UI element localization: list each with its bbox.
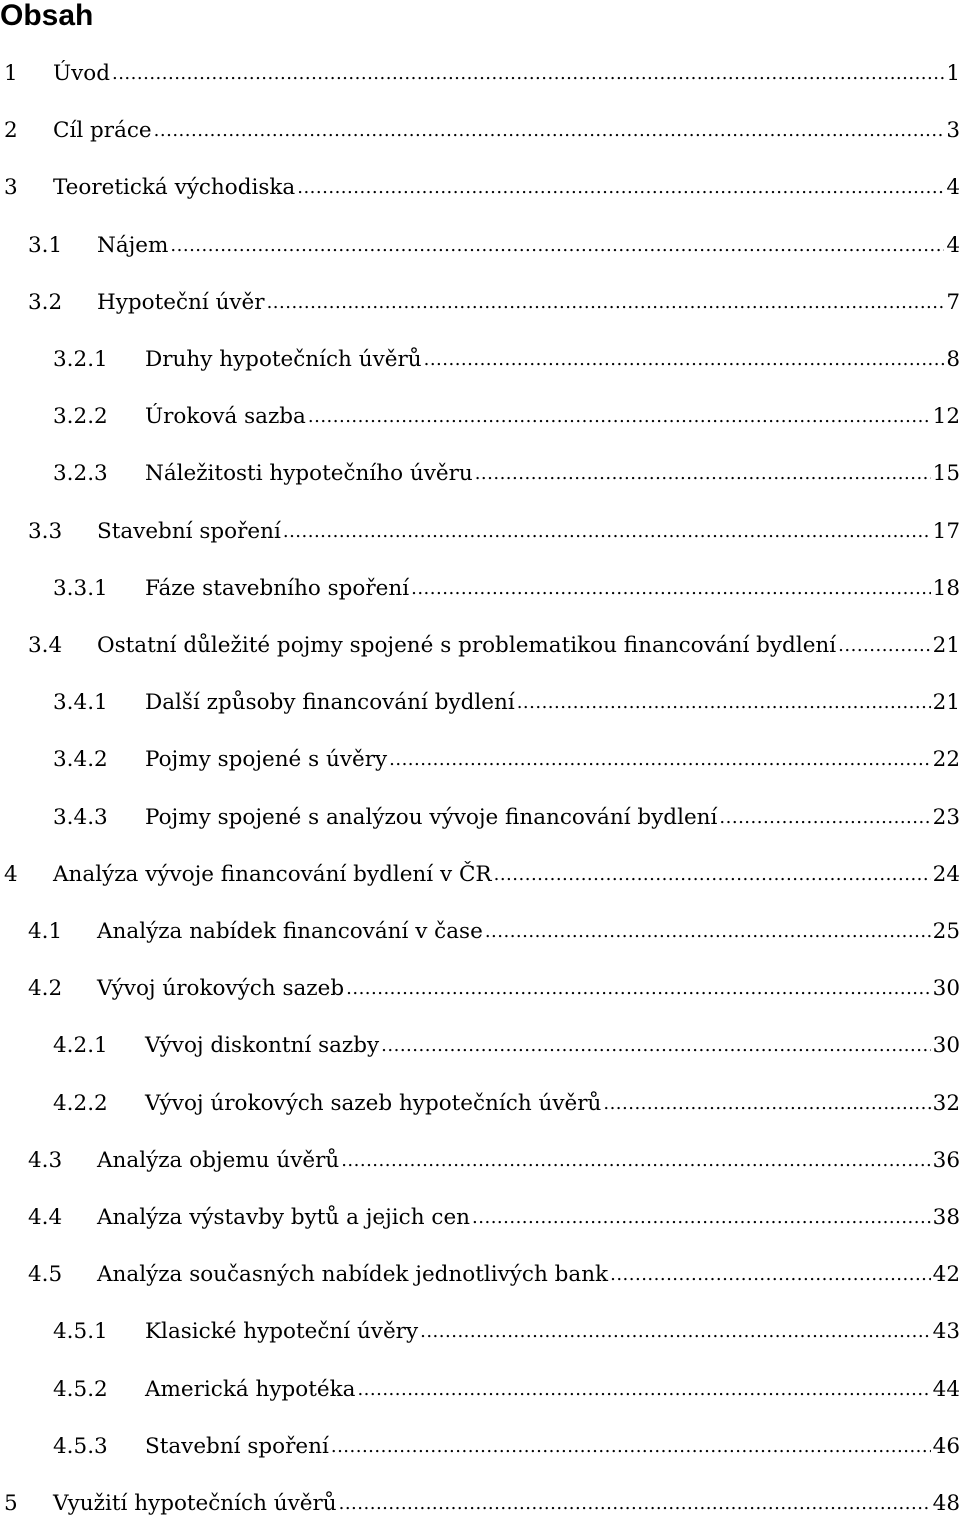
toc-entry-page: 44	[932, 1376, 960, 1402]
toc-dot-leader	[472, 1204, 931, 1232]
toc-entry[interactable]	[28, 628, 960, 660]
toc-entry-page: 46	[932, 1433, 960, 1459]
toc-entry-page: 30	[932, 1033, 960, 1059]
toc-entry-page: 30	[932, 976, 960, 1002]
toc-dot-leader	[603, 1090, 930, 1118]
toc-entry[interactable]	[53, 399, 960, 431]
toc-entry-title: Analýza výstavby bytů a jejich cen	[97, 1205, 471, 1230]
toc-entry-title: Klasické hypoteční úvěry	[145, 1319, 419, 1345]
toc-entry-title: Stavební spoření	[97, 518, 281, 544]
toc-entry[interactable]	[4, 170, 960, 202]
toc-dot-leader	[283, 518, 931, 546]
toc-entry-number: 3.2.3	[53, 461, 108, 487]
toc-entry-page: 24	[932, 861, 960, 887]
toc-entry[interactable]	[28, 971, 960, 1003]
toc-entry-title: Hypoteční úvěr	[97, 289, 265, 315]
toc-entry-number: 3	[4, 175, 18, 201]
toc-entry-page: 36	[932, 1147, 960, 1173]
toc-entry[interactable]	[28, 228, 960, 260]
toc-entry-number: 4.5	[28, 1262, 63, 1288]
toc-entry[interactable]	[53, 1028, 960, 1060]
toc-entry[interactable]	[53, 571, 960, 603]
toc-entry-title: Nájem	[97, 232, 169, 258]
toc-entry-title: Fáze stavebního spoření	[145, 575, 410, 601]
toc-entry-page: 4	[946, 232, 960, 258]
toc-entry-number: 4	[4, 861, 18, 887]
toc-dot-leader	[389, 746, 931, 774]
toc-entry-number: 4.2.2	[53, 1090, 108, 1116]
toc-entry-number: 4.5.2	[53, 1376, 108, 1402]
toc-dot-leader	[341, 1147, 930, 1175]
toc-entry-title: Druhy hypotečních úvěrů	[145, 347, 422, 372]
toc-entry-number: 1	[4, 61, 18, 86]
toc-entry-number: 3.2.2	[53, 404, 108, 430]
toc-entry-number: 5	[4, 1491, 18, 1516]
toc-entry-page: 4	[946, 175, 960, 201]
toc-entry-page: 17	[932, 518, 960, 544]
toc-entry-title: Ostatní důležité pojmy spojené s problematikou financování bydlení	[97, 633, 837, 658]
toc-dot-leader	[297, 174, 944, 202]
toc-entry[interactable]	[53, 1086, 960, 1118]
toc-entry[interactable]	[4, 56, 960, 88]
toc-dot-leader	[420, 1318, 931, 1346]
toc-entry[interactable]	[53, 800, 960, 832]
toc-entry-title: Teoretická východiska	[53, 175, 296, 201]
toc-entry-number: 3.4.2	[53, 747, 108, 773]
toc-entry[interactable]	[53, 456, 960, 488]
toc-entry-number: 4.4	[28, 1205, 63, 1230]
toc-entry[interactable]	[28, 514, 960, 546]
toc-entry[interactable]	[4, 857, 960, 889]
toc-dot-leader	[357, 1376, 930, 1404]
toc-entry-page: 1	[946, 61, 960, 86]
toc-entry-number: 3.4.3	[53, 804, 108, 830]
toc-entry-number: 3.3.1	[53, 575, 108, 601]
toc-entry-title: Úroková sazba	[145, 404, 306, 430]
toc-entry-number: 4.3	[28, 1147, 63, 1173]
toc-dot-leader	[112, 60, 944, 88]
toc-dot-leader	[424, 346, 945, 374]
toc-entry-page: 7	[946, 289, 960, 315]
toc-entry[interactable]	[28, 1200, 960, 1232]
toc-entry-title: Americká hypotéka	[145, 1376, 356, 1402]
toc-entry-page: 21	[932, 633, 960, 658]
toc-dot-leader	[170, 232, 944, 260]
toc-entry-page: 8	[946, 347, 960, 372]
toc-entry-page: 12	[932, 404, 960, 430]
toc-entry-number: 2	[4, 118, 18, 144]
toc-entry-page: 3	[946, 118, 960, 144]
toc-entry-page: 48	[932, 1491, 960, 1516]
toc-entry-page: 22	[932, 747, 960, 773]
toc-entry-page: 43	[932, 1319, 960, 1345]
toc-dot-leader	[411, 575, 931, 603]
toc-entry-number: 4.2	[28, 976, 63, 1002]
toc-entry[interactable]	[4, 1486, 960, 1518]
toc-entry-title: Úvod	[53, 61, 110, 86]
toc-dot-leader	[838, 632, 930, 660]
toc-dot-leader	[719, 804, 930, 832]
toc-entry-title: Analýza nabídek financování v čase	[97, 919, 483, 944]
toc-entry-number: 4.1	[28, 919, 63, 944]
toc-entry[interactable]	[28, 914, 960, 946]
toc-entry-title: Stavební spoření	[145, 1433, 329, 1459]
toc-entry-title: Analýza vývoje financování bydlení v ČR	[53, 861, 492, 887]
toc-entry-number: 3.3	[28, 518, 63, 544]
toc-entry-number: 4.2.1	[53, 1033, 108, 1059]
toc-entry-title: Analýza objemu úvěrů	[97, 1147, 340, 1173]
toc-dot-leader	[485, 918, 931, 946]
toc-entry-number: 3.4.1	[53, 690, 108, 716]
toc-entry[interactable]	[53, 742, 960, 774]
toc-dot-leader	[339, 1490, 931, 1518]
toc-entry-number: 4.5.1	[53, 1319, 108, 1345]
toc-entry[interactable]	[4, 113, 960, 145]
toc-entry[interactable]	[28, 1143, 960, 1175]
toc-entry-page: 15	[932, 461, 960, 487]
toc-dot-leader	[308, 403, 931, 431]
toc-entry[interactable]	[53, 342, 960, 374]
toc-entry-number: 3.2	[28, 289, 63, 315]
toc-dot-leader	[475, 460, 931, 488]
toc-entry-title: Vývoj úrokových sazeb	[97, 976, 345, 1002]
toc-entry-title: Pojmy spojené s úvěry	[145, 747, 388, 773]
toc-entry-page: 32	[932, 1090, 960, 1116]
toc-entry-page: 21	[932, 690, 960, 716]
toc-entry[interactable]	[53, 1314, 960, 1346]
toc-entry-page: 18	[932, 575, 960, 601]
toc-dot-leader	[381, 1032, 930, 1060]
toc-entry-title: Analýza současných nabídek jednotlivých bank	[97, 1262, 609, 1288]
toc-entry-title: Vývoj úrokových sazeb hypotečních úvěrů	[145, 1090, 602, 1116]
toc-dot-leader	[346, 975, 931, 1003]
toc-entry-title: Pojmy spojené s analýzou vývoje financování bydlení	[145, 804, 718, 830]
toc-entry-number: 3.1	[28, 232, 63, 258]
toc-dot-leader	[154, 117, 945, 145]
toc-entry-title: Náležitosti hypotečního úvěru	[145, 461, 473, 487]
toc-entry-page: 23	[932, 804, 960, 830]
toc-entry[interactable]	[53, 685, 960, 717]
toc-dot-leader	[610, 1261, 931, 1289]
toc-dot-leader	[494, 861, 931, 889]
toc-entry-title: Cíl práce	[53, 118, 152, 144]
toc-entry[interactable]	[53, 1429, 960, 1461]
toc-entry-number: 3.2.1	[53, 347, 108, 372]
toc-entry-title: Vývoj diskontní sazby	[145, 1033, 380, 1059]
toc-heading: Obsah	[0, 0, 94, 32]
toc-entry-page: 42	[932, 1262, 960, 1288]
toc-dot-leader	[517, 689, 931, 717]
toc-entry-number: 4.5.3	[53, 1433, 108, 1459]
toc-dot-leader	[331, 1433, 931, 1461]
toc-entry-number: 3.4	[28, 633, 63, 658]
toc-entry-page: 38	[932, 1205, 960, 1230]
toc-entry[interactable]	[53, 1372, 960, 1404]
toc-entry-page: 25	[932, 919, 960, 944]
toc-dot-leader	[267, 289, 945, 317]
toc-entry[interactable]	[28, 1257, 960, 1289]
toc-entry[interactable]	[28, 285, 960, 317]
toc-entry-title: Další způsoby financování bydlení	[145, 690, 515, 716]
toc-entry-title: Využití hypotečních úvěrů	[53, 1491, 337, 1516]
